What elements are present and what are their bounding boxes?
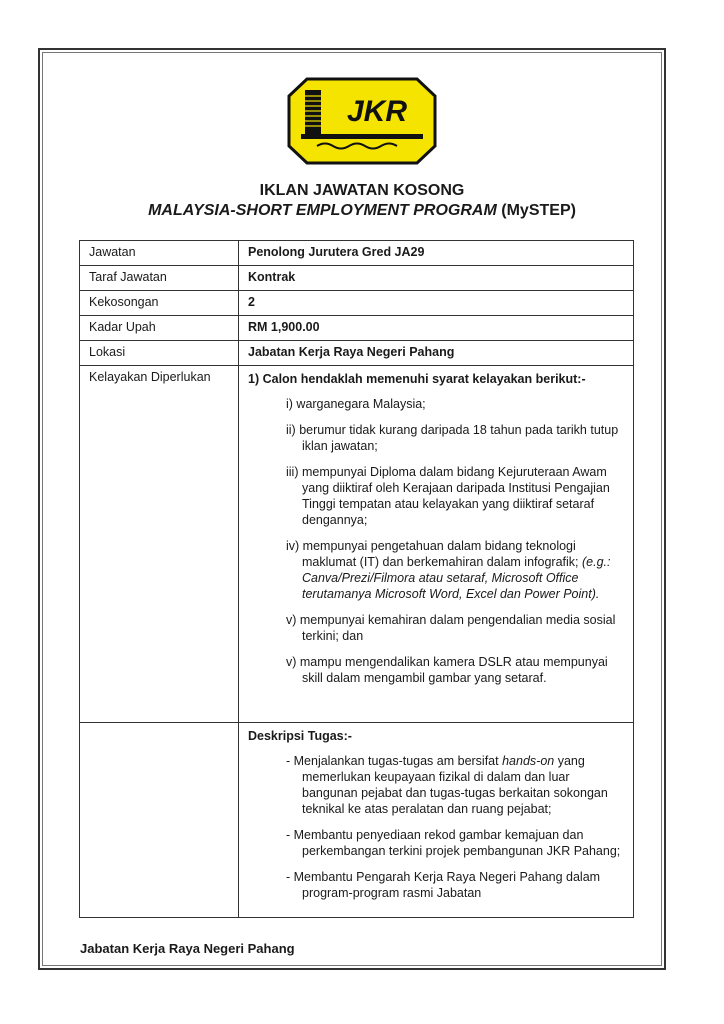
page-title: IKLAN JAWATAN KOSONG: [259, 182, 465, 199]
table-row: [80, 291, 634, 316]
kelayakan-content: [239, 366, 634, 723]
page-subtitle: [0, 202, 724, 220]
list-item: v) mempunyai kemahiran dalam pengendalian media sosial terkini; dan: [286, 613, 616, 643]
row-label: Kekosongan: [80, 291, 239, 316]
subtitle-program: MALAYSIA-SHORT EMPLOYMENT PROGRAM: [148, 202, 497, 219]
empty-cell: [80, 723, 239, 918]
table-row-deskripsi: [80, 723, 634, 918]
table-row: [80, 316, 634, 341]
row-label: Kadar Upah: [80, 316, 239, 341]
table-row: [80, 266, 634, 291]
list-item-text: iv) mempunyai pengetahuan dalam bidang teknologi maklumat (IT) dan berkemahiran dalam infografik;: [286, 539, 579, 569]
list-item: [286, 753, 624, 817]
deskripsi-heading: Deskripsi Tugas:-: [248, 729, 352, 743]
kelayakan-heading: 1) Calon hendaklah memenuhi syarat kelayakan berikut:-: [248, 372, 586, 386]
text: - Menjalankan tugas-tugas am bersifat: [286, 754, 503, 768]
row-value: RM 1,900.00: [239, 316, 634, 341]
text-italic: hands-on: [502, 754, 555, 768]
row-value: 2: [239, 291, 634, 316]
table-row: [80, 341, 634, 366]
jkr-logo: [287, 76, 437, 166]
deskripsi-content: [239, 723, 634, 918]
footer-department: Jabatan Kerja Raya Negeri Pahang: [80, 941, 295, 956]
list-item: ii) berumur tidak kurang daripada 18 tahun pada tarikh tutup iklan jawatan;: [286, 423, 619, 453]
job-details-table: [79, 240, 634, 918]
subtitle-abbr: (MySTEP): [501, 202, 576, 219]
list-item: - Membantu Pengarah Kerja Raya Negeri Pahang dalam program-program rasmi Jabatan: [286, 870, 601, 900]
list-item: iii) mempunyai Diploma dalam bidang Kejuruteraan Awam yang diiktiraf oleh Kerajaan daripada Institusi Pengajian Tinggi tempatan atau kelayakan yang diiktiraf setaraf dengannya;: [286, 465, 610, 527]
row-label: Taraf Jawatan: [80, 266, 239, 291]
list-item: i) warganegara Malaysia;: [286, 397, 426, 411]
row-value: Jabatan Kerja Raya Negeri Pahang: [239, 341, 634, 366]
list-item: v) mampu mengendalikan kamera DSLR atau mempunyai skill dalam mengambil gambar yang setaraf.: [286, 655, 608, 685]
list-item-examples: (e.g.: Canva/Prezi/Filmora atau setaraf, Microsoft Office terutamanya Microsoft Word, Excel dan Power Point).: [302, 555, 611, 601]
table-row-kelayakan: [80, 366, 634, 723]
list-item: [286, 538, 624, 602]
row-value: Kontrak: [239, 266, 634, 291]
row-label: Kelayakan Diperlukan: [80, 366, 239, 723]
text: yang memerlukan keupayaan fizikal di dalam dan luar bangunan pejabat dan tugas-tugas berkaitan sokongan teknikal ke atas peralatan dan ruang pejabat;: [302, 754, 608, 816]
list-item: - Membantu penyediaan rekod gambar kemajuan dan perkembangan terkini projek pembangunan JKR Pahang;: [286, 828, 621, 858]
svg-text:JKR: JKR: [346, 95, 408, 128]
row-value: Penolong Jurutera Gred JA29: [239, 241, 634, 266]
row-label: Lokasi: [80, 341, 239, 366]
table-row: [80, 241, 634, 266]
row-label: Jawatan: [80, 241, 239, 266]
